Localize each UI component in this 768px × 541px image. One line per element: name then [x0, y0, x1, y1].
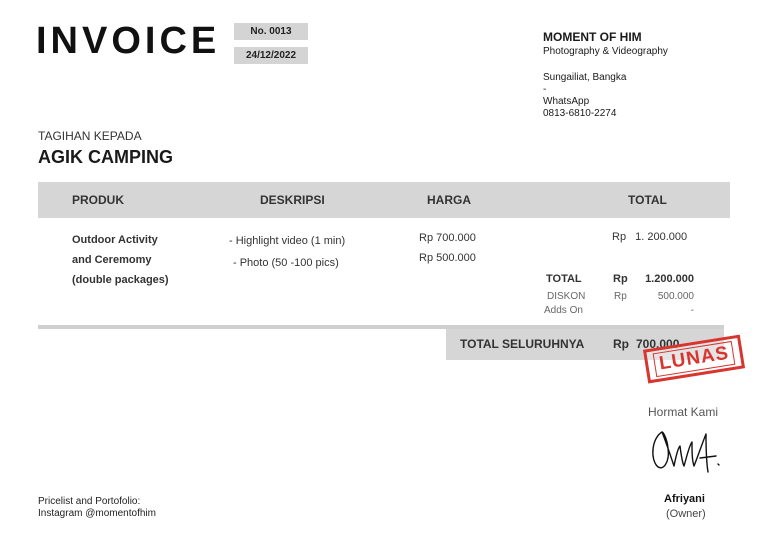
line-total-currency: Rp	[612, 231, 627, 243]
column-header-description: DESKRIPSI	[260, 193, 325, 207]
company-address: Sungailiat, Bangka	[543, 72, 627, 83]
description-line: - Highlight video (1 min)	[229, 235, 346, 247]
invoice-date-badge: 24/12/2022	[234, 47, 308, 64]
description-line: - Photo (50 -100 pics)	[233, 257, 339, 269]
column-header-product: PRODUK	[72, 193, 125, 207]
bill-to-name: AGIK CAMPING	[38, 147, 173, 167]
company-name: MOMENT OF HIM	[543, 30, 642, 44]
line-total-value: 1. 200.000	[635, 231, 688, 243]
bill-to-label: TAGIHAN KEPADA	[38, 129, 142, 143]
invoice-number-badge: No. 0013	[234, 23, 308, 40]
company-contact-label: WhatsApp	[543, 96, 590, 107]
product-line: (double packages)	[72, 274, 169, 286]
summary-discount-value: 500.000	[657, 291, 694, 302]
signature-name: Afriyani	[664, 493, 705, 505]
price-cell	[419, 228, 476, 268]
paid-stamp-text: LUNAS	[653, 341, 736, 377]
summary-discount-label: DISKON	[547, 291, 586, 302]
summary-discount-currency: Rp	[614, 291, 627, 302]
summary-total-currency: Rp	[613, 273, 628, 285]
column-header-price: HARGA	[427, 193, 471, 207]
summary-total-label: TOTAL	[546, 273, 582, 285]
grand-total-value: 700.000	[636, 337, 680, 351]
product-cell	[72, 230, 169, 290]
company-separator: -	[543, 84, 547, 95]
signature-greeting: Hormat Kami	[648, 405, 719, 419]
company-phone: 0813-6810-2274	[543, 108, 617, 119]
grand-total-label: TOTAL SELURUHNYA	[460, 337, 585, 351]
footer-note	[38, 496, 156, 520]
table-header	[38, 182, 730, 218]
summary-addons-value: -	[690, 305, 694, 316]
product-line: and Ceremomy	[72, 254, 152, 266]
price-line: Rp 700.000	[419, 232, 476, 244]
line-total-cell	[612, 227, 687, 247]
price-line: Rp 500.000	[419, 252, 476, 264]
summary-addons-label: Adds On	[544, 305, 583, 316]
signature-image	[648, 426, 720, 474]
footer-line: Instagram @momentofhim	[38, 508, 156, 519]
column-header-total: TOTAL	[628, 193, 667, 207]
product-line: Outdoor Activity	[72, 234, 158, 246]
summary-total-value: 1.200.000	[645, 273, 694, 285]
grand-total-currency: Rp	[613, 337, 629, 351]
invoice-title: INVOICE	[36, 20, 221, 62]
description-cell	[229, 231, 345, 273]
signature-role: (Owner)	[666, 508, 706, 520]
company-block	[543, 30, 668, 120]
company-tagline: Photography & Videography	[543, 46, 668, 57]
footer-line: Pricelist and Portofolio:	[38, 496, 141, 507]
